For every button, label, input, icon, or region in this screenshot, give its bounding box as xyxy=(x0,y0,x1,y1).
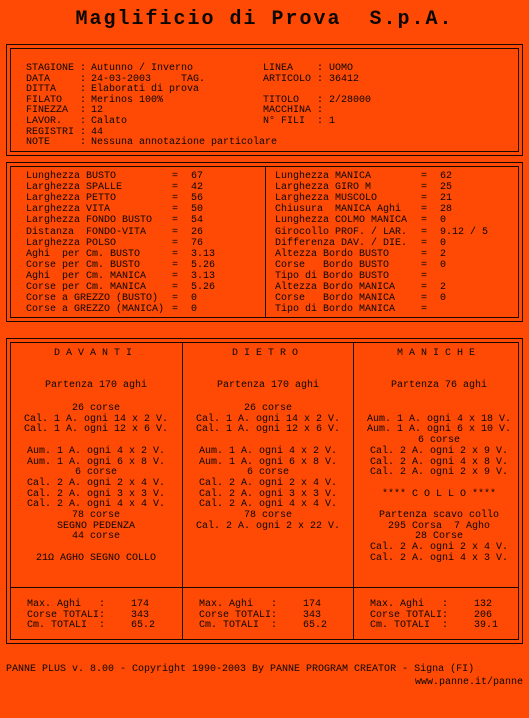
header-field-colon: : xyxy=(317,94,324,106)
section-total-value: 65.2 xyxy=(131,620,156,632)
measure-equals: = xyxy=(172,171,179,182)
header-field-label: NOTE xyxy=(26,137,75,149)
header-field-label: FINEZZA xyxy=(26,105,75,117)
measure-equals: = xyxy=(421,248,428,260)
section-total-value: 174 xyxy=(131,599,150,610)
measure-equals: = xyxy=(172,193,179,205)
measure-equals: = xyxy=(421,204,428,216)
measure-equals: = xyxy=(421,259,428,271)
measure-equals: = xyxy=(421,215,428,227)
header-field-label: REGISTRI xyxy=(26,126,75,138)
section-title: DAVANTI xyxy=(53,348,138,359)
measure-value: 5.26 xyxy=(191,259,216,271)
header-field-colon: : xyxy=(317,63,324,74)
measure-label: Larghezza GIRO M xyxy=(275,182,414,194)
section-line: Cal. 2 A. ogni 2 x 22 V. xyxy=(195,520,341,532)
header-field-value: 1 xyxy=(329,116,336,127)
measure-label: Girocollo PROF. / LAR. xyxy=(275,226,414,238)
measure-value: 56 xyxy=(191,193,204,205)
measure-value: 21 xyxy=(440,193,453,205)
measure-value: 0 xyxy=(191,293,198,305)
measure-label: Lunghezza MANICA xyxy=(275,171,414,182)
section-title: MANICHE xyxy=(396,348,481,359)
measures-panel xyxy=(6,162,523,322)
measure-label: Tipo di Bordo MANICA xyxy=(275,304,414,316)
section-line: Cal. 2 A. ogni 4 x 4 V. xyxy=(26,499,166,511)
section-line: 6 corse xyxy=(74,467,117,479)
header-field-label: LAVOR. xyxy=(26,116,75,127)
header-field-label: ARTICOLO xyxy=(263,73,312,85)
section-line: 26 corse xyxy=(71,403,120,414)
measure-label: Larghezza MUSCOLO xyxy=(275,193,414,205)
section-total-label: Cm. TOTALI : xyxy=(27,620,106,632)
measure-equals: = xyxy=(421,193,428,205)
measure-equals: = xyxy=(172,215,179,227)
measure-equals: = xyxy=(421,182,428,194)
section-line: Cal. 2 A. ogni 4 x 8 V. xyxy=(369,456,509,468)
section-line: Cal. 2 A. ogni 2 x 4 V. xyxy=(198,477,338,489)
section-line: 295 Corsa 7 Agho xyxy=(387,520,491,532)
section-title: DIETRO xyxy=(231,348,304,359)
header-field-colon: : xyxy=(80,105,87,117)
measure-equals: = xyxy=(172,259,179,271)
header-field-value: UOMO xyxy=(329,63,354,74)
measure-label: Larghezza POLSO xyxy=(26,237,165,249)
measure-label: Lunghezza BUSTO xyxy=(26,171,165,182)
header-field-colon: : xyxy=(317,73,324,85)
footer-copyright: PANNE PLUS v. 8.00 - Copyright 1990-2003 By PANNE PROGRAM CREATOR - Signa (FI) xyxy=(6,664,475,675)
measure-value: 0 xyxy=(440,215,447,227)
header-field-value: 2/28000 xyxy=(329,94,372,106)
section-total-value: 174 xyxy=(303,599,322,610)
header-field-label: STAGIONE xyxy=(26,63,75,74)
header-field-label: N° FILI xyxy=(263,116,312,127)
measure-label: Aghi per Cm. BUSTO xyxy=(26,248,165,260)
measure-equals: = xyxy=(421,293,428,305)
section-line: Cal. 2 A. ogni 3 x 3 V. xyxy=(26,488,166,500)
measure-value: 42 xyxy=(191,182,204,194)
header-field-value: Merinos 100% xyxy=(91,94,164,106)
measure-label: Tipo di Bordo BUSTO xyxy=(275,270,414,282)
section-line: 78 corse xyxy=(71,510,120,521)
header-field-colon: : xyxy=(80,116,87,127)
section-line: 26 corse xyxy=(243,403,292,414)
section-line: Cal. 2 A. ogni 3 x 3 V. xyxy=(198,488,338,500)
header-field-value: 36412 xyxy=(329,73,360,85)
section-start: Partenza 170 aghi xyxy=(216,380,320,391)
section-line: 6 corse xyxy=(417,435,460,447)
section-line: Cal. 1 A. ogni 14 x 2 V. xyxy=(23,413,169,425)
section-total-label: Max. Aghi : xyxy=(27,599,106,610)
measure-label: Altezza Bordo BUSTO xyxy=(275,248,414,260)
section-line: SEGNO PEDENZA xyxy=(56,520,135,532)
section-line: Cal. 2 A. ogni 2 x 4 V. xyxy=(26,477,166,489)
measure-equals: = xyxy=(172,270,179,282)
header-field-value: 44 xyxy=(91,126,104,138)
measure-label: Corse Bordo BUSTO xyxy=(275,259,414,271)
section-total-value: 65.2 xyxy=(303,620,328,632)
section-line: Cal. 2 A. ogni 2 x 4 V. xyxy=(369,542,509,554)
section-line: 21Ω AGHO SEGNO COLLO xyxy=(35,552,157,564)
measure-label: Larghezza VITA xyxy=(26,204,165,216)
section-column-maniche xyxy=(354,339,524,639)
header-field-value: 24-03-2003 TAG. xyxy=(91,73,206,85)
header-field-label: TITOLO xyxy=(263,94,312,106)
measure-label: Distanza FONDO-VITA xyxy=(26,226,165,238)
measure-equals: = xyxy=(172,204,179,216)
section-total-label: Corse TOTALI: xyxy=(199,609,278,621)
section-start: Partenza 170 aghi xyxy=(44,380,148,391)
measure-label: Corse Bordo MANICA xyxy=(275,293,414,305)
measure-equals: = xyxy=(172,226,179,238)
header-field-colon: : xyxy=(317,105,324,117)
section-total-value: 343 xyxy=(303,609,322,621)
measure-equals: = xyxy=(172,304,179,316)
section-line: Cal. 2 A. ogni 4 x 3 V. xyxy=(369,552,509,564)
header-field-colon: : xyxy=(317,116,324,127)
section-line: 78 corse xyxy=(243,510,292,521)
measure-value: 2 xyxy=(440,248,447,260)
measure-equals: = xyxy=(172,248,179,260)
measure-equals: = xyxy=(421,270,428,282)
measure-label: Corse per Cm. MANICA xyxy=(26,282,165,293)
header-info-panel xyxy=(6,44,523,156)
header-field-colon: : xyxy=(80,84,87,96)
measure-value: 0 xyxy=(440,237,447,249)
measure-equals: = xyxy=(172,182,179,194)
section-line: **** C O L L O **** xyxy=(381,488,497,500)
measures-divider xyxy=(265,166,266,318)
measure-value: 3.13 xyxy=(191,248,216,260)
measure-value: 67 xyxy=(191,171,204,182)
measure-value: 28 xyxy=(440,204,453,216)
header-field-colon: : xyxy=(80,126,87,138)
measure-value: 5.26 xyxy=(191,282,216,293)
header-field-value: Nessuna annotazione particolare xyxy=(91,137,278,149)
section-line: Cal. 2 A. ogni 4 x 4 V. xyxy=(198,499,338,511)
section-total-value: 206 xyxy=(474,609,493,621)
measure-label: Lunghezza COLMO MANICA xyxy=(275,215,414,227)
measure-label: Altezza Bordo MANICA xyxy=(275,282,414,293)
header-field-colon: : xyxy=(80,94,87,106)
header-field-colon: : xyxy=(80,63,87,74)
section-line: Cal. 1 A. ogni 12 x 6 V. xyxy=(195,424,341,436)
measure-label: Larghezza PETTO xyxy=(26,193,165,205)
measure-equals: = xyxy=(421,282,428,293)
measure-value: 2 xyxy=(440,282,447,293)
sections-panel xyxy=(6,338,523,644)
section-start: Partenza 76 aghi xyxy=(390,380,487,391)
header-field-value: Autunno / Inverno xyxy=(91,63,194,74)
measure-value: 9.12 / 5 xyxy=(440,226,489,238)
section-total-value: 39.1 xyxy=(474,620,499,632)
measure-value: 26 xyxy=(191,226,204,238)
measure-equals: = xyxy=(421,226,428,238)
header-field-value: Calato xyxy=(91,116,128,127)
header-field-label: LINEA xyxy=(263,63,312,74)
section-total-value: 132 xyxy=(474,599,493,610)
measure-label: Larghezza SPALLE xyxy=(26,182,165,194)
header-field-value: Elaborati di prova xyxy=(91,84,200,96)
section-line: Aum. 1 A. ogni 4 x 18 V. xyxy=(366,413,512,425)
measure-label: Corse a GREZZO (MANICA) xyxy=(26,304,165,316)
section-total-value: 343 xyxy=(131,609,150,621)
section-total-label: Corse TOTALI: xyxy=(27,609,106,621)
section-line: Aum. 1 A. ogni 6 x 10 V. xyxy=(366,424,512,436)
section-total-label: Cm. TOTALI : xyxy=(199,620,278,632)
section-line: Cal. 1 A. ogni 12 x 6 V. xyxy=(23,424,169,436)
footer-website: www.panne.it/panne xyxy=(414,677,523,688)
header-field-colon: : xyxy=(80,73,87,85)
measure-value: 50 xyxy=(191,204,204,216)
measure-value: 76 xyxy=(191,237,204,249)
measure-value: 0 xyxy=(440,259,447,271)
header-field-label: FILATO xyxy=(26,94,75,106)
measure-label: Corse a GREZZO (BUSTO) xyxy=(26,293,165,305)
section-total-label: Cm. TOTALI : xyxy=(370,620,449,632)
measure-value: 54 xyxy=(191,215,204,227)
section-line: 44 corse xyxy=(71,531,120,543)
measure-value: 0 xyxy=(191,304,198,316)
section-total-label: Max. Aghi : xyxy=(199,599,278,610)
header-field-label: DATA xyxy=(26,73,75,85)
measure-equals: = xyxy=(172,293,179,305)
measure-equals: = xyxy=(172,282,179,293)
measure-equals: = xyxy=(421,237,428,249)
section-column-davanti xyxy=(11,339,181,639)
section-total-label: Corse TOTALI: xyxy=(370,609,449,621)
header-field-label: MACCHINA xyxy=(263,105,312,117)
section-line: 6 corse xyxy=(246,467,289,479)
measure-value: 0 xyxy=(440,293,447,305)
measure-label: Differenza DAV. / DIE. xyxy=(275,237,414,249)
measure-label: Larghezza FONDO BUSTO xyxy=(26,215,165,227)
header-field-value: 12 xyxy=(91,105,104,117)
measure-equals: = xyxy=(421,304,428,316)
measure-value: 25 xyxy=(440,182,453,194)
section-line: 28 Corse xyxy=(414,531,463,543)
measure-label: Aghi per Cm. MANICA xyxy=(26,270,165,282)
section-line: Partenza scavo collo xyxy=(378,510,500,521)
page-title: Maglificio di Prova S.p.A. xyxy=(75,8,454,31)
section-line: Aum. 1 A. ogni 6 x 8 V. xyxy=(198,456,338,468)
section-line: Cal. 1 A. ogni 14 x 2 V. xyxy=(195,413,341,425)
measure-equals: = xyxy=(172,237,179,249)
section-line: Aum. 1 A. ogni 4 x 2 V. xyxy=(26,445,166,457)
section-line: Aum. 1 A. ogni 4 x 2 V. xyxy=(198,445,338,457)
section-line: Cal. 2 A. ogni 2 x 9 V. xyxy=(369,445,509,457)
measure-value: 3.13 xyxy=(191,270,216,282)
measure-label: Corse per Cm. BUSTO xyxy=(26,259,165,271)
section-column-dietro xyxy=(183,339,353,639)
measure-value: 62 xyxy=(440,171,453,182)
section-line: Cal. 2 A. ogni 2 x 9 V. xyxy=(369,467,509,479)
measure-equals: = xyxy=(421,171,428,182)
header-field-colon: : xyxy=(80,137,87,149)
measure-label: Chiusura MANICA Aghi xyxy=(275,204,414,216)
header-field-label: DITTA xyxy=(26,84,75,96)
section-line: Aum. 1 A. ogni 6 x 8 V. xyxy=(26,456,166,468)
section-total-label: Max. Aghi : xyxy=(370,599,449,610)
